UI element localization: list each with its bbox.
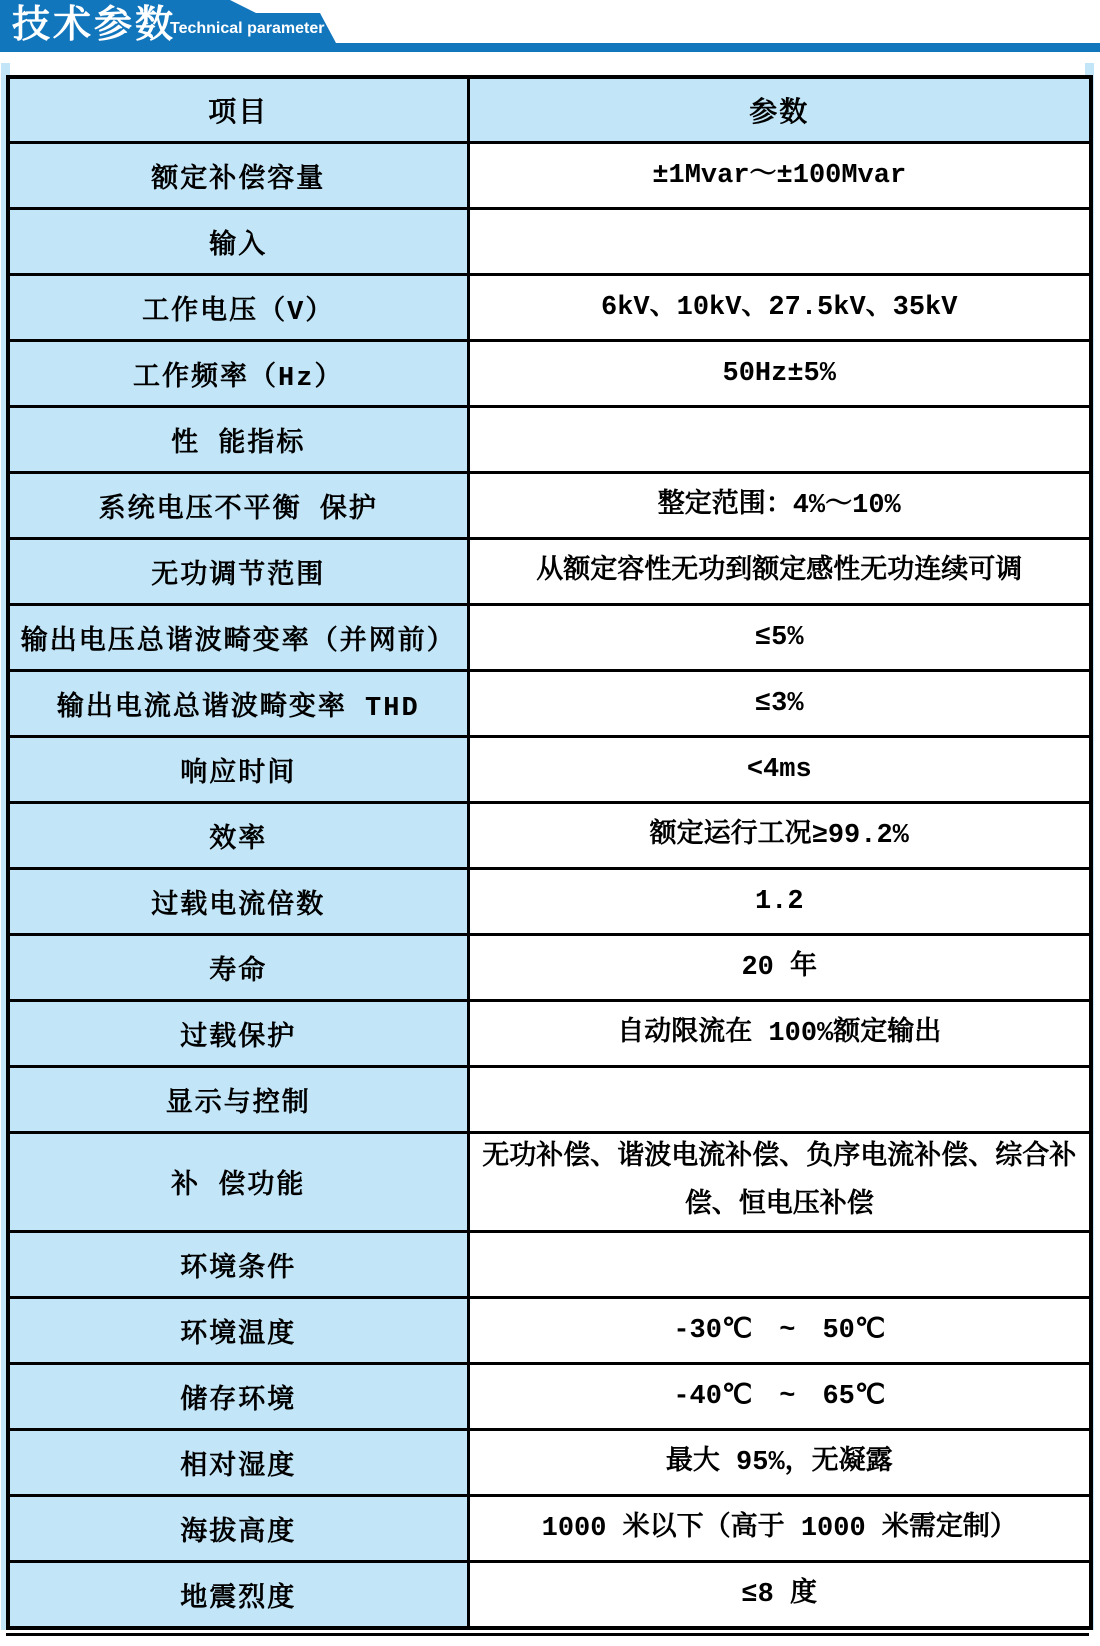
value-cell: 20 年	[468, 935, 1091, 1001]
value-cell: 整定范围：4%～10%	[468, 473, 1091, 539]
table-body	[8, 143, 1091, 1629]
table-row	[8, 935, 1091, 1001]
table-row	[8, 473, 1091, 539]
item-cell: 地震烈度	[8, 1562, 468, 1629]
table-row	[8, 869, 1091, 935]
table-row	[8, 1232, 1091, 1298]
technical-parameter-table	[6, 75, 1093, 1630]
value-cell: ±1Mvar～±100Mvar	[468, 143, 1091, 209]
item-cell: 工作电压（V）	[8, 275, 468, 341]
value-cell: 自动限流在 100%额定输出	[468, 1001, 1091, 1067]
table-row	[8, 1562, 1091, 1629]
value-cell	[468, 209, 1091, 275]
item-cell: 额定补偿容量	[8, 143, 468, 209]
value-cell: 50Hz±5%	[468, 341, 1091, 407]
table-row	[8, 1298, 1091, 1364]
table-row	[8, 209, 1091, 275]
item-cell: 工作频率（Hz）	[8, 341, 468, 407]
item-cell: 过载电流倍数	[8, 869, 468, 935]
value-cell: -30℃ ~ 50℃	[468, 1298, 1091, 1364]
table-row	[8, 1133, 1091, 1232]
value-cell	[468, 407, 1091, 473]
table-row	[8, 275, 1091, 341]
item-cell: 环境温度	[8, 1298, 468, 1364]
value-cell	[468, 1232, 1091, 1298]
item-cell: 储存环境	[8, 1364, 468, 1430]
value-cell: <4ms	[468, 737, 1091, 803]
value-cell: 1.2	[468, 869, 1091, 935]
item-cell: 环境条件	[8, 1232, 468, 1298]
table-row	[8, 803, 1091, 869]
table-row	[8, 1496, 1091, 1562]
table-row	[8, 737, 1091, 803]
item-cell: 过载保护	[8, 1001, 468, 1067]
item-cell: 显示与控制	[8, 1067, 468, 1133]
table-bottom-rule	[6, 1633, 1089, 1636]
item-cell: 响应时间	[8, 737, 468, 803]
table-row	[8, 1430, 1091, 1496]
table-row	[8, 341, 1091, 407]
value-cell: 6kV、10kV、27.5kV、35kV	[468, 275, 1091, 341]
item-cell: 补 偿功能	[8, 1133, 468, 1232]
value-cell: 最大 95%，无凝露	[468, 1430, 1091, 1496]
value-cell: -40℃ ~ 65℃	[468, 1364, 1091, 1430]
column-header-parameter: 参数	[468, 77, 1091, 143]
item-cell: 性 能指标	[8, 407, 468, 473]
item-cell: 输出电压总谐波畸变率（并网前）	[8, 605, 468, 671]
item-cell: 寿命	[8, 935, 468, 1001]
item-cell: 输出电流总谐波畸变率 THD	[8, 671, 468, 737]
item-cell: 系统电压不平衡 保护	[8, 473, 468, 539]
table-row	[8, 1364, 1091, 1430]
table-header-row	[8, 77, 1091, 143]
table-row	[8, 143, 1091, 209]
column-header-item: 项目	[8, 77, 468, 143]
value-cell	[468, 1067, 1091, 1133]
value-cell: 1000 米以下（高于 1000 米需定制）	[468, 1496, 1091, 1562]
value-cell: 从额定容性无功到额定感性无功连续可调	[468, 539, 1091, 605]
banner-title-english: Technical parameter	[170, 20, 325, 37]
table-row	[8, 671, 1091, 737]
table-row	[8, 605, 1091, 671]
value-cell: 无功补偿、谐波电流补偿、负序电流补偿、综合补偿、恒电压补偿	[468, 1133, 1091, 1232]
item-cell: 无功调节范围	[8, 539, 468, 605]
table-row	[8, 1001, 1091, 1067]
table-row	[8, 407, 1091, 473]
item-cell: 相对湿度	[8, 1430, 468, 1496]
value-cell: 额定运行工况≥99.2%	[468, 803, 1091, 869]
table-row	[8, 539, 1091, 605]
item-cell: 海拔高度	[8, 1496, 468, 1562]
value-cell: ≤3%	[468, 671, 1091, 737]
value-cell: ≤5%	[468, 605, 1091, 671]
value-cell: ≤8 度	[468, 1562, 1091, 1629]
banner-title-chinese: 技术参数	[12, 4, 177, 46]
item-cell: 输入	[8, 209, 468, 275]
item-cell: 效率	[8, 803, 468, 869]
table-row	[8, 1067, 1091, 1133]
